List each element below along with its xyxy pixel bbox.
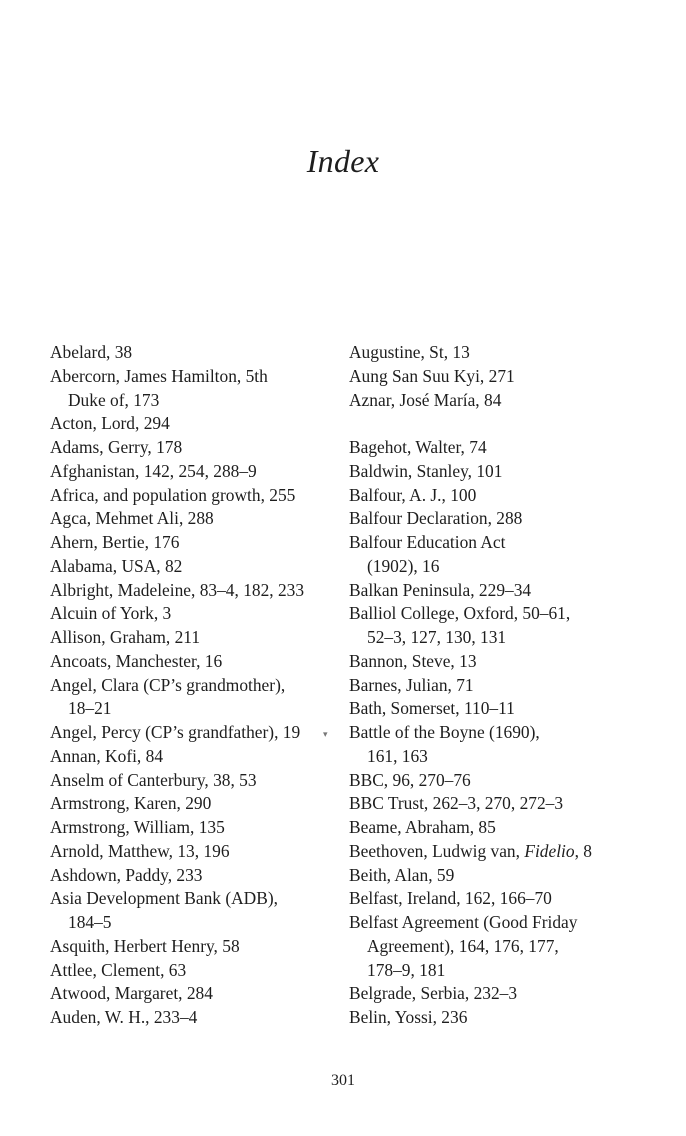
index-entry: Duke of, 173: [68, 389, 160, 410]
index-entry: Attlee, Clement, 63: [50, 959, 187, 980]
index-entry: (1902), 16: [367, 555, 440, 576]
index-entry: Ahern, Bertie, 176: [50, 532, 180, 552]
index-entry: Adams, Gerry, 178: [50, 437, 183, 457]
index-column-left: [50, 341, 340, 1030]
index-entry: Belfast Agreement (Good Friday: [349, 912, 578, 932]
index-entry: Barnes, Julian, 71: [349, 674, 474, 695]
index-entry: Augustine, St, 13: [349, 342, 470, 362]
index-section-gap: [349, 412, 639, 436]
index-entry: Beame, Abraham, 85: [349, 817, 496, 837]
index-entry: Abelard, 38: [50, 342, 133, 362]
index-entry: Armstrong, William, 135: [50, 817, 225, 837]
page-title: Index: [306, 143, 380, 179]
index-entry: BBC, 96, 270–76: [349, 769, 471, 790]
index-entry: Belin, Yossi, 236: [349, 1007, 468, 1027]
index-entry: Alcuin of York, 3: [50, 603, 172, 624]
index-entry: Beethoven, Ludwig van, Fidelio, 8: [349, 840, 592, 861]
index-entry: Acton, Lord, 294: [50, 413, 170, 434]
index-entry: Belfast, Ireland, 162, 166–70: [349, 888, 552, 909]
index-entry: Aznar, José María, 84: [349, 389, 502, 410]
index-entry: Baldwin, Stanley, 101: [349, 460, 503, 481]
index-entry: Alabama, USA, 82: [50, 555, 183, 576]
index-entry: Annan, Kofi, 84: [50, 745, 164, 766]
index-entry: Bagehot, Walter, 74: [349, 437, 487, 457]
index-entry: Albright, Madeleine, 83–4, 182, 233: [50, 579, 305, 600]
index-entry: Armstrong, Karen, 290: [50, 793, 212, 814]
index-entry: Balfour Education Act: [349, 532, 506, 552]
index-entry: Arnold, Matthew, 13, 196: [50, 840, 230, 861]
index-entry: 184–5: [68, 912, 112, 932]
index-entry: Balfour Declaration, 288: [349, 508, 523, 529]
index-entry: Auden, W. H., 233–4: [50, 1007, 198, 1027]
index-entry: Balliol College, Oxford, 50–61,: [349, 603, 571, 624]
index-entry: Atwood, Margaret, 284: [50, 983, 213, 1004]
index-entry: Ancoats, Manchester, 16: [50, 650, 223, 671]
index-entry: Aung San Suu Kyi, 271: [349, 365, 515, 386]
index-entry: 178–9, 181: [367, 959, 446, 980]
index-entry: Angel, Percy (CP’s grandfather), 19: [50, 722, 301, 742]
index-entry: Asquith, Herbert Henry, 58: [50, 935, 240, 956]
index-entry: Angel, Clara (CP’s grandmother),: [50, 674, 286, 695]
index-entry: Asia Development Bank (ADB),: [50, 888, 278, 909]
index-entry: 18–21: [68, 698, 112, 719]
index-entry: Abercorn, James Hamilton, 5th: [50, 365, 268, 386]
index-entry: Anselm of Canterbury, 38, 53: [50, 769, 257, 790]
index-entry: Africa, and population growth, 255: [50, 484, 296, 505]
index-entry: Belgrade, Serbia, 232–3: [349, 983, 518, 1004]
index-entry: Agca, Mehmet Ali, 288: [50, 508, 214, 529]
index-entry: Bannon, Steve, 13: [349, 650, 477, 671]
index-entry: Agreement), 164, 176, 177,: [367, 935, 559, 956]
index-entry: Bath, Somerset, 110–11: [349, 698, 515, 719]
index-column-right: [349, 341, 639, 1030]
index-entry: 52–3, 127, 130, 131: [367, 627, 507, 647]
index-entry: Allison, Graham, 211: [50, 627, 201, 647]
index-entry: Afghanistan, 142, 254, 288–9: [50, 460, 257, 481]
page-number: 301: [331, 1072, 355, 1089]
index-entry: 161, 163: [367, 745, 428, 766]
index-entry: Battle of the Boyne (1690),: [349, 722, 540, 742]
index-entry: Beith, Alan, 59: [349, 864, 455, 885]
index-entry: Balkan Peninsula, 229–34: [349, 579, 532, 600]
stray-mark: ▾: [323, 729, 328, 739]
index-entry: BBC Trust, 262–3, 270, 272–3: [349, 793, 564, 814]
index-entry: Balfour, A. J., 100: [349, 484, 477, 505]
index-entry: Ashdown, Paddy, 233: [50, 864, 203, 885]
